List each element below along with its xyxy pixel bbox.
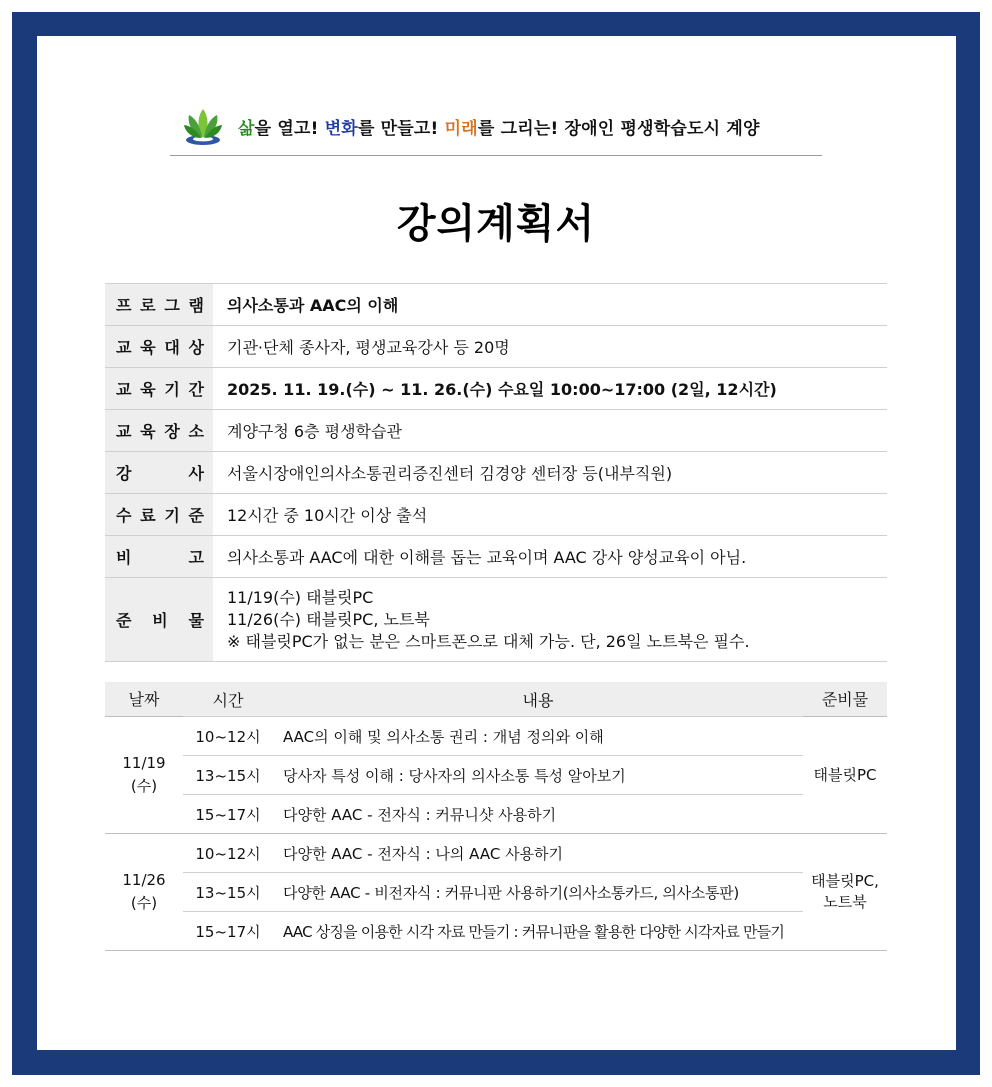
slogan-part: 를 그리는! 장애인 평생학습도시 계양	[477, 118, 760, 139]
info-label-char: 기	[164, 506, 180, 525]
schedule-time: 15~17시	[183, 795, 273, 834]
info-label-char: 교	[116, 338, 132, 357]
schedule-date-line: (수)	[130, 894, 158, 912]
schedule-prep-line: 태블릿PC	[813, 765, 877, 784]
slogan-keyword-future: 미래	[444, 118, 478, 139]
schedule-content: AAC의 이해 및 의사소통 권리 : 개념 정의와 이해	[273, 717, 803, 756]
info-label-char: 로	[140, 296, 156, 315]
info-label-char: 장	[164, 422, 180, 441]
schedule-prep	[803, 834, 887, 951]
info-row	[105, 284, 887, 326]
schedule-date-line: (수)	[130, 777, 158, 795]
info-row	[105, 494, 887, 536]
schedule-prep-line: 노트북	[823, 893, 867, 911]
info-label-char: 육	[140, 380, 156, 399]
info-label	[105, 326, 213, 368]
slogan-part: 을 열고!	[254, 118, 325, 139]
info-label-char: 수	[116, 506, 132, 525]
info-label	[105, 452, 213, 494]
slogan-keyword-life: 삶	[238, 118, 255, 139]
info-value-line: 11/19(수) 태블릿PC	[227, 587, 374, 607]
info-label-char: 프	[116, 296, 132, 315]
schedule-date-line: 11/19	[122, 754, 166, 772]
schedule-content: 다양한 AAC - 비전자식 : 커뮤니판 사용하기(의사소통카드, 의사소통판)	[273, 873, 803, 912]
schedule-row	[105, 834, 887, 873]
info-label-char: 교	[116, 380, 132, 399]
slogan-header	[182, 106, 822, 146]
leaf-fountain-logo-icon	[182, 105, 224, 147]
schedule-row	[105, 873, 887, 912]
info-row	[105, 578, 887, 662]
schedule-content: 다양한 AAC - 전자식 : 커뮤니샷 사용하기	[273, 795, 803, 834]
info-label-char: 대	[164, 338, 180, 357]
info-label-char: 육	[140, 422, 156, 441]
info-label-char: 소	[188, 422, 204, 441]
schedule-time: 13~15시	[183, 873, 273, 912]
info-label-char: 그	[164, 296, 180, 315]
info-value: 기관·단체 종사자, 평생교육강사 등 20명	[213, 326, 887, 368]
info-value: 계양구청 6층 평생학습관	[213, 410, 887, 452]
schedule-content: 다양한 AAC - 전자식 : 나의 AAC 사용하기	[273, 834, 803, 873]
info-value: 12시간 중 10시간 이상 출석	[213, 494, 887, 536]
schedule-time: 10~12시	[183, 717, 273, 756]
info-label-char: 물	[188, 611, 204, 630]
info-label-char: 램	[188, 296, 204, 315]
schedule-prep	[803, 717, 887, 834]
info-value: 의사소통과 AAC에 대한 이해를 돕는 교육이며 AAC 강사 양성교육이 아님.	[213, 536, 887, 578]
header-prep: 준비물	[803, 682, 887, 717]
header-date: 날짜	[105, 682, 183, 717]
schedule-time: 15~17시	[183, 912, 273, 951]
schedule-prep-line: 태블릿PC,	[811, 872, 879, 890]
schedule-header-row	[105, 682, 887, 717]
header-content: 내용	[273, 682, 803, 717]
info-label-char: 준	[116, 611, 132, 630]
info-value: 의사소통과 AAC의 이해	[213, 284, 887, 326]
info-value: 서울시장애인의사소통권리증진센터 김경양 센터장 등(내부직원)	[213, 452, 887, 494]
info-label-char: 간	[188, 380, 204, 399]
info-label-char: 강	[116, 464, 132, 483]
info-label	[105, 410, 213, 452]
schedule-date-line: 11/26	[122, 871, 166, 889]
info-row	[105, 410, 887, 452]
info-value-line: 11/26(수) 태블릿PC, 노트북	[227, 609, 430, 629]
schedule-content: AAC 상징을 이용한 시각 자료 만들기 : 커뮤니판을 활용한 다양한 시각자료 만들기	[273, 912, 803, 951]
schedule-row	[105, 717, 887, 756]
info-label-char: 상	[188, 338, 204, 357]
info-label	[105, 536, 213, 578]
schedule-time: 13~15시	[183, 756, 273, 795]
header-divider	[170, 155, 822, 156]
info-label-char: 료	[140, 506, 156, 525]
info-value-line: ※ 태블릿PC가 없는 분은 스마트폰으로 대체 가능. 단, 26일 노트북은 필수.	[227, 631, 750, 651]
info-label-char: 준	[188, 506, 204, 525]
info-row	[105, 452, 887, 494]
info-label-char: 비	[116, 548, 132, 567]
info-row	[105, 326, 887, 368]
info-row	[105, 368, 887, 410]
info-label-char: 고	[188, 548, 204, 567]
info-label-char: 기	[164, 380, 180, 399]
schedule-row	[105, 912, 887, 951]
info-label-char: 육	[140, 338, 156, 357]
info-label	[105, 494, 213, 536]
schedule-date	[105, 717, 183, 834]
schedule-row	[105, 756, 887, 795]
course-info-table	[105, 283, 887, 662]
info-label	[105, 284, 213, 326]
slogan-part: 를 만들고!	[357, 118, 445, 139]
slogan-text	[238, 114, 760, 139]
slogan-keyword-change: 변화	[324, 118, 358, 139]
schedule-date	[105, 834, 183, 951]
schedule-row	[105, 795, 887, 834]
header-time: 시간	[183, 682, 273, 717]
schedule-time: 10~12시	[183, 834, 273, 873]
info-label	[105, 578, 213, 662]
info-label-char: 교	[116, 422, 132, 441]
info-row	[105, 536, 887, 578]
info-value	[213, 578, 887, 662]
info-value: 2025. 11. 19.(수) ~ 11. 26.(수) 수요일 10:00~17:00 (2일, 12시간)	[213, 368, 887, 410]
schedule-content: 당사자 특성 이해 : 당사자의 의사소통 특성 알아보기	[273, 756, 803, 795]
info-label	[105, 368, 213, 410]
page-title: 강의계획서	[396, 201, 596, 247]
schedule-table	[105, 682, 887, 951]
info-label-char: 사	[188, 464, 204, 483]
info-label-char: 비	[152, 611, 168, 630]
